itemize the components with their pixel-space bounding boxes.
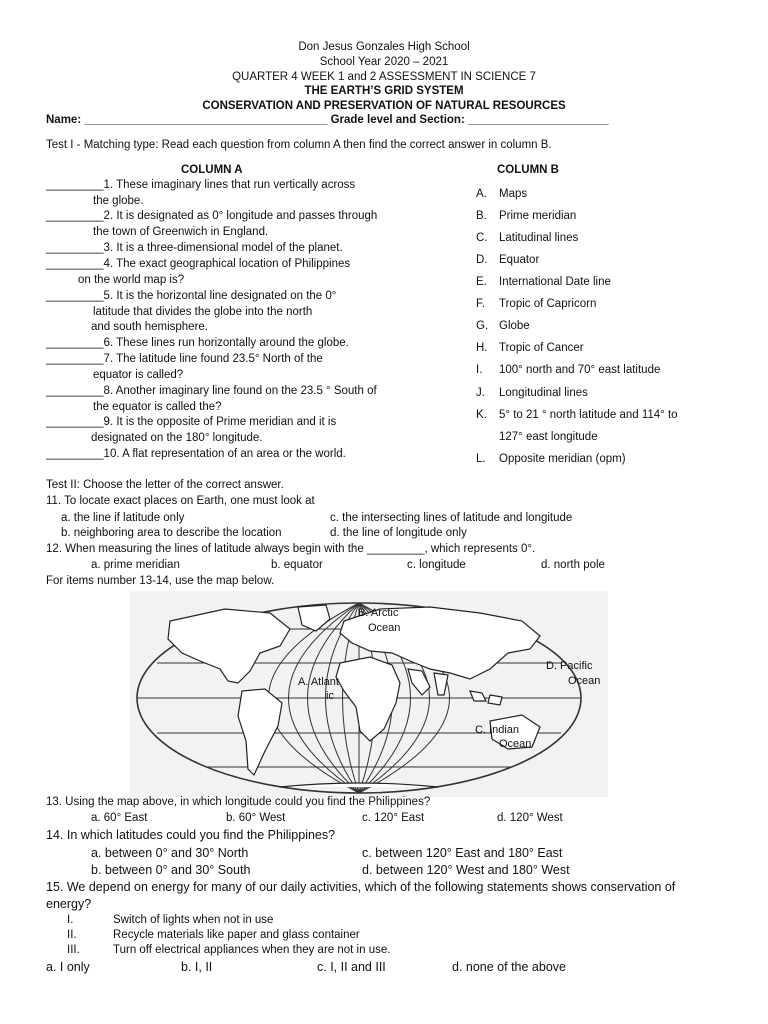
statement-number: III. bbox=[67, 944, 80, 956]
column-a-line: the town of Greenwich in England. bbox=[93, 226, 269, 238]
column-b-item: 100° north and 70° east latitude bbox=[499, 364, 661, 376]
column-b-item: 5° to 21 ° north latitude and 114° to bbox=[499, 409, 678, 421]
question-11: 11. To locate exact places on Earth, one must look at bbox=[46, 495, 315, 507]
column-b-letter: F. bbox=[476, 298, 485, 310]
column-a-line: designated on the 180° longitude. bbox=[91, 432, 263, 444]
column-b-letter: G. bbox=[476, 320, 489, 332]
q11-option-d: d. the line of longitude only bbox=[330, 527, 467, 539]
subtopic-title: CONSERVATION AND PRESERVATION OF NATURAL RESOURCES bbox=[202, 100, 566, 112]
q12-option-d: d. north pole bbox=[541, 559, 605, 571]
column-b-item: Longitudinal lines bbox=[499, 387, 588, 399]
column-b-letter: K. bbox=[476, 409, 487, 421]
q14-option-d: d. between 120° West and 180° West bbox=[362, 863, 570, 877]
q15-option-c: c. I, II and III bbox=[317, 960, 386, 974]
column-b-letter: A. bbox=[476, 188, 487, 200]
column-b-letter: E. bbox=[476, 276, 487, 288]
column-a-line: _________8. Another imaginary line found on the 23.5 ° South of bbox=[46, 385, 377, 397]
statement-number: II. bbox=[67, 929, 77, 941]
label-d: D. Pacific bbox=[546, 660, 593, 672]
column-a-line: the globe. bbox=[93, 195, 144, 207]
q13-option-c: c. 120° East bbox=[362, 812, 425, 824]
column-a-line: _________6. These lines run horizontally around the globe. bbox=[46, 337, 349, 349]
column-b-letter: C. bbox=[476, 232, 488, 244]
q15-option-a: a. I only bbox=[46, 960, 90, 974]
label-a: A. Atlant bbox=[298, 676, 339, 688]
name-line: Name: ______________________________________ Grade level and Section: ______________________ bbox=[46, 114, 609, 126]
q13-option-b: b. 60° West bbox=[226, 812, 286, 824]
column-b-letter: D. bbox=[476, 254, 488, 266]
school-year: School Year 2020 – 2021 bbox=[319, 56, 449, 68]
column-b-item: Tropic of Cancer bbox=[499, 342, 584, 354]
label-d-ocean: Ocean bbox=[568, 675, 601, 687]
column-b-letter: J. bbox=[476, 387, 485, 399]
assessment-title: QUARTER 4 WEEK 1 and 2 ASSESSMENT IN SCIENCE 7 bbox=[232, 71, 536, 83]
column-b-item: Tropic of Capricorn bbox=[499, 298, 597, 310]
label-a-ic: ic bbox=[326, 690, 334, 702]
q14-option-a: a. between 0° and 30° North bbox=[91, 846, 249, 860]
q12-option-b: b. equator bbox=[271, 559, 323, 571]
statement-text: Recycle materials like paper and glass container bbox=[113, 929, 360, 941]
column-a-line: _________1. These imaginary lines that run vertically across bbox=[46, 179, 356, 191]
q11-option-c: c. the intersecting lines of latitude and longitude bbox=[330, 512, 573, 524]
map-intro: For items number 13-14, use the map below. bbox=[46, 575, 275, 587]
test2-instruction: Test II: Choose the letter of the correct answer. bbox=[46, 479, 284, 491]
column-b-letter: H. bbox=[476, 342, 488, 354]
column-b-item: Globe bbox=[499, 320, 530, 332]
statement-number: I. bbox=[67, 914, 74, 926]
column-b-item: Latitudinal lines bbox=[499, 232, 579, 244]
column-a-line: latitude that divides the globe into the north bbox=[93, 306, 313, 318]
school-name: Don Jesus Gonzales High School bbox=[298, 41, 470, 53]
column-b-title: COLUMN B bbox=[497, 164, 559, 176]
column-a-line: and south hemisphere. bbox=[91, 321, 208, 333]
label-c-ocean: Ocean bbox=[499, 738, 532, 750]
column-a-line: _________7. The latitude line found 23.5° North of the bbox=[46, 353, 323, 365]
q11-option-a: a. the line if latitude only bbox=[61, 512, 185, 524]
column-b-item: Opposite meridian (opm) bbox=[499, 453, 626, 465]
q13-option-d: d. 120° West bbox=[497, 812, 563, 824]
q12-option-c: c. longitude bbox=[407, 559, 466, 571]
column-a-line: _________5. It is the horizontal line designated on the 0° bbox=[46, 290, 337, 302]
question-14: 14. In which latitudes could you find the Philippines? bbox=[46, 828, 336, 842]
q11-option-b: b. neighboring area to describe the location bbox=[61, 527, 282, 539]
statement-text: Turn off electrical appliances when they are not in use. bbox=[113, 944, 391, 956]
label-c: C. Indian bbox=[475, 724, 520, 736]
column-a-line: _________9. It is the opposite of Prime meridian and it is bbox=[46, 416, 337, 428]
column-a-line: on the world map is? bbox=[78, 274, 185, 286]
column-a-title: COLUMN A bbox=[181, 164, 243, 176]
column-b-letter: I. bbox=[476, 364, 483, 376]
question-12: 12. When measuring the lines of latitude always begin with the _________, which represents 0°. bbox=[46, 543, 536, 555]
q15-option-b: b. I, II bbox=[181, 960, 213, 974]
q13-option-a: a. 60° East bbox=[91, 812, 148, 824]
column-a-line: the equator is called the? bbox=[93, 401, 222, 413]
column-a-line: _________10. A flat representation of an area or the world. bbox=[46, 448, 346, 460]
world-map-drawing bbox=[130, 591, 608, 797]
topic-title: THE EARTH’S GRID SYSTEM bbox=[304, 85, 464, 97]
column-b-item: 127° east longitude bbox=[499, 431, 598, 443]
q12-option-a: a. prime meridian bbox=[91, 559, 180, 571]
column-b-item: Prime meridian bbox=[499, 210, 577, 222]
column-b-letter: L. bbox=[476, 453, 486, 465]
column-a-line: _________3. It is a three-dimensional model of the planet. bbox=[46, 242, 343, 254]
test1-instruction: Test I - Matching type: Read each question from column A then find the correct answer in column B. bbox=[46, 139, 552, 151]
column-b-item: Maps bbox=[499, 188, 528, 200]
column-b-letter: B. bbox=[476, 210, 487, 222]
column-a-line: _________2. It is designated as 0° longitude and passes through bbox=[46, 210, 378, 222]
question-15-cont: energy? bbox=[46, 897, 92, 911]
label-b: B. Arctic bbox=[358, 607, 399, 619]
column-b-item: International Date line bbox=[499, 276, 611, 288]
statement-text: Switch of lights when not in use bbox=[113, 914, 274, 926]
column-b-item: Equator bbox=[499, 254, 540, 266]
q14-option-b: b. between 0° and 30° South bbox=[91, 863, 251, 877]
world-map bbox=[130, 591, 608, 797]
column-a-line: equator is called? bbox=[93, 369, 184, 381]
column-a-line: _________4. The exact geographical location of Philippines bbox=[46, 258, 351, 270]
label-b-ocean: Ocean bbox=[368, 622, 401, 634]
question-15: 15. We depend on energy for many of our daily activities, which of the following statements shows conservation of bbox=[46, 880, 676, 894]
q14-option-c: c. between 120° East and 180° East bbox=[362, 846, 563, 860]
q15-option-d: d. none of the above bbox=[452, 960, 566, 974]
question-13: 13. Using the map above, in which longitude could you find the Philippines? bbox=[46, 796, 431, 808]
